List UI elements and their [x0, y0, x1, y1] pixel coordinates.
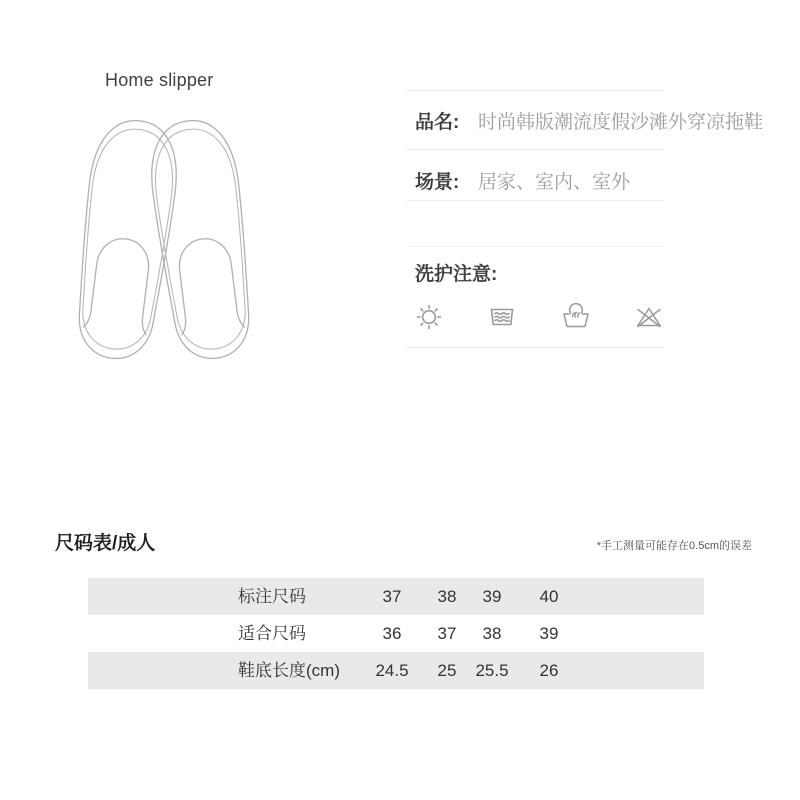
divider: [406, 90, 664, 91]
slippers-line-drawing-icon: [62, 114, 266, 366]
scene-row: [415, 167, 630, 194]
measurement-note: *手工测量可能存在0.5cm的误差: [596, 540, 752, 552]
scene-label: 场景:: [415, 172, 460, 193]
divider: [406, 246, 664, 247]
divider: [406, 149, 664, 150]
do-not-bleach-icon: [632, 300, 666, 334]
row-label: 适合尺码: [238, 624, 306, 643]
hand-wash-icon: [559, 300, 593, 334]
size-value: 38: [482, 624, 502, 643]
size-value: 37: [382, 587, 402, 606]
size-value: 40: [539, 587, 559, 606]
size-value: 26: [539, 661, 559, 680]
size-value: 39: [482, 587, 502, 606]
size-value: 36: [382, 624, 402, 643]
wash-basin-icon: [485, 300, 519, 334]
size-table: [88, 578, 704, 689]
size-value: 25.5: [475, 661, 509, 680]
divider: [406, 200, 664, 201]
product-name-label: 品名:: [415, 112, 460, 133]
size-value: 39: [539, 624, 559, 643]
care-instructions-title: 洗护注意:: [415, 264, 498, 285]
care-icons-row: [412, 300, 666, 334]
table-row: [88, 578, 704, 615]
sun-drying-icon: [412, 300, 446, 334]
hero-title: Home slipper: [105, 70, 214, 90]
size-value: 24.5: [375, 661, 409, 680]
table-row: [88, 652, 704, 689]
size-chart-title: 尺码表/成人: [55, 533, 156, 554]
product-name-row: [415, 107, 763, 134]
row-label: 标注尺码: [238, 587, 306, 606]
size-value: 38: [437, 587, 457, 606]
size-value: 25: [437, 661, 457, 680]
divider: [406, 347, 664, 348]
row-label: 鞋底长度(cm): [238, 661, 340, 680]
table-row: [88, 615, 704, 652]
scene-value: 居家、室内、室外: [478, 172, 631, 193]
size-value: 37: [437, 624, 457, 643]
product-name-value: 时尚韩版潮流度假沙滩外穿凉拖鞋: [478, 112, 764, 133]
